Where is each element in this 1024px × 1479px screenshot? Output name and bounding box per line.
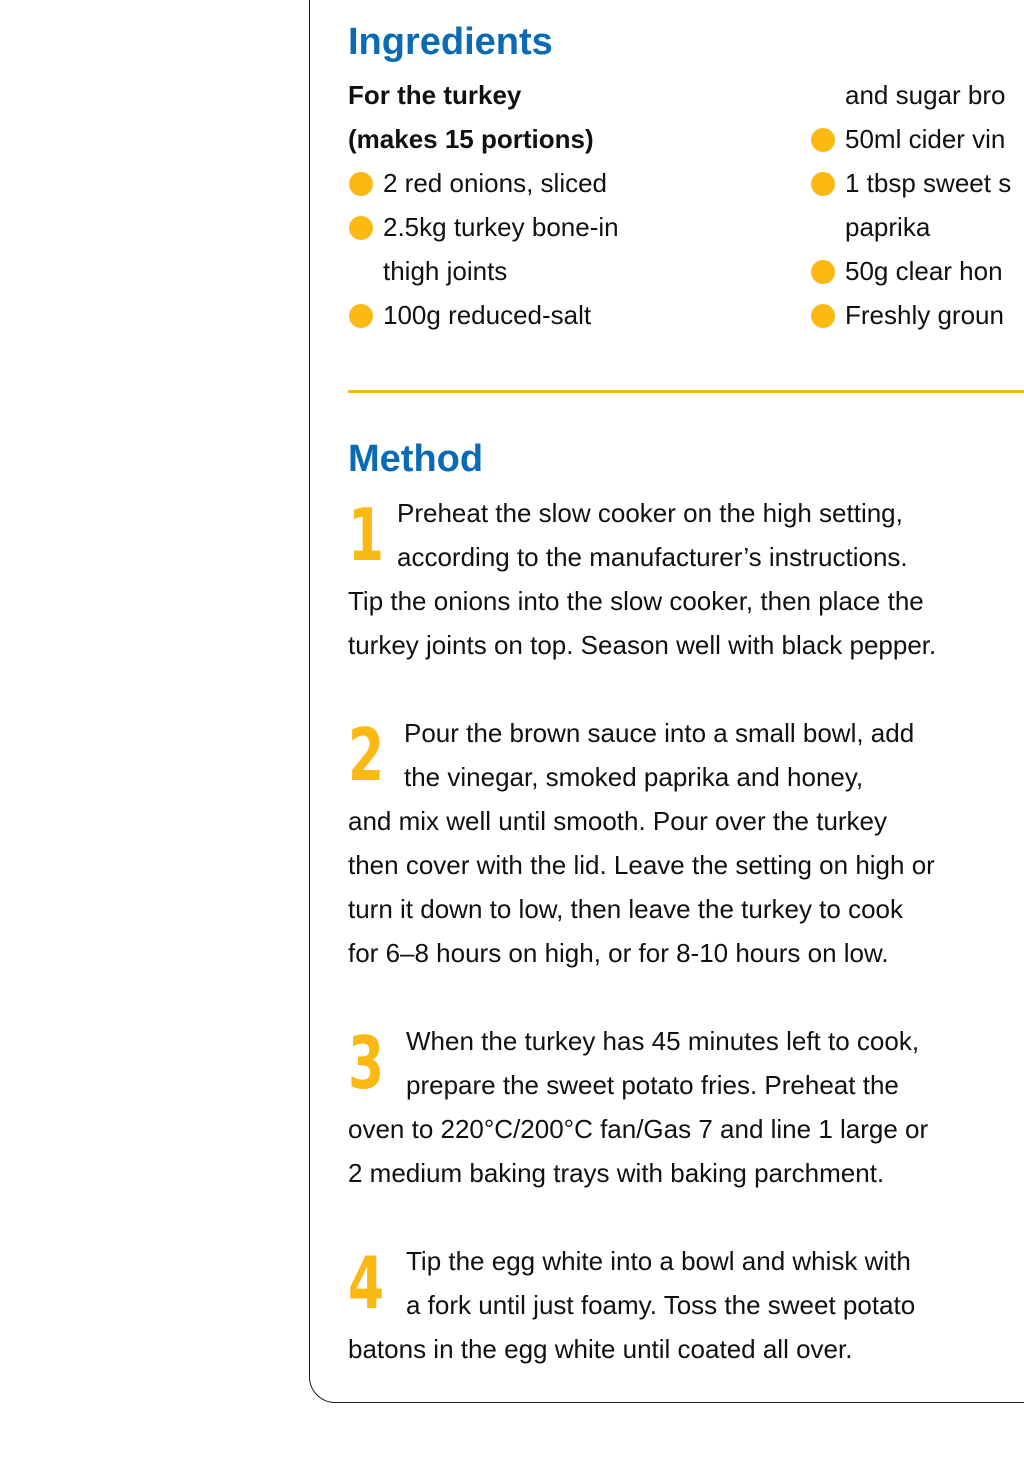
ingredients-portions: (makes 15 portions) bbox=[348, 124, 594, 154]
ingredient-item: Freshly groun bbox=[845, 300, 1004, 330]
step-text-line: oven to 220°C/200°C fan/Gas 7 and line 1 large or bbox=[348, 1114, 929, 1144]
step-text-line: the vinegar, smoked paprika and honey, bbox=[404, 762, 864, 792]
ingredient-item: 50g clear hon bbox=[845, 256, 1003, 286]
ingredient-item: 100g reduced-salt bbox=[383, 300, 592, 330]
step-text-line: When the turkey has 45 minutes left to cook, bbox=[406, 1026, 920, 1056]
step-text-line: for 6–8 hours on high, or for 8-10 hours on low. bbox=[348, 938, 889, 968]
step-text-line: according to the manufacturer’s instructions. bbox=[397, 542, 908, 572]
ingredient-item: 2 red onions, sliced bbox=[383, 168, 608, 198]
section-divider bbox=[348, 390, 1024, 393]
step-number: 1 bbox=[348, 493, 385, 577]
bullet-dot bbox=[349, 172, 373, 196]
bullet-dot bbox=[811, 304, 835, 328]
step-text-line: a fork until just foamy. Toss the sweet potato bbox=[406, 1290, 916, 1320]
step-text-line: Tip the egg white into a bowl and whisk with bbox=[406, 1246, 911, 1276]
ingredient-item-continued: and sugar bro bbox=[845, 80, 1006, 110]
step-text-line: and mix well until smooth. Pour over the turkey bbox=[348, 806, 888, 836]
bullet-dot bbox=[811, 128, 835, 152]
ingredient-item-continued: paprika bbox=[845, 212, 931, 242]
step-text-line: then cover with the lid. Leave the setting on high or bbox=[348, 850, 935, 880]
step-text-line: turn it down to low, then leave the turkey to cook bbox=[348, 894, 903, 924]
step-number: 4 bbox=[348, 1241, 385, 1325]
bullet-dot bbox=[349, 216, 373, 240]
step-text-line: Tip the onions into the slow cooker, then place the bbox=[348, 586, 924, 616]
ingredients-heading: Ingredients bbox=[348, 21, 553, 63]
step-text-line: Preheat the slow cooker on the high setting, bbox=[397, 498, 903, 528]
ingredient-item-continued: thigh joints bbox=[383, 256, 508, 286]
step-text-line: Pour the brown sauce into a small bowl, add bbox=[404, 718, 915, 748]
ingredient-item: 2.5kg turkey bone-in bbox=[383, 212, 619, 242]
ingredients-subheading: For the turkey bbox=[348, 80, 522, 110]
bullet-dot bbox=[811, 172, 835, 196]
ingredient-item: 1 tbsp sweet s bbox=[845, 168, 1012, 198]
step-number: 3 bbox=[348, 1021, 385, 1105]
step-text-line: prepare the sweet potato fries. Preheat the bbox=[406, 1070, 899, 1100]
method-heading: Method bbox=[348, 438, 484, 480]
step-text-line: batons in the egg white until coated all over. bbox=[348, 1334, 853, 1364]
step-text-line: turkey joints on top. Season well with black pepper. bbox=[348, 630, 937, 660]
step-number: 2 bbox=[348, 713, 385, 797]
ingredient-item: 50ml cider vin bbox=[845, 124, 1006, 154]
bullet-dot bbox=[349, 304, 373, 328]
bullet-dot bbox=[811, 260, 835, 284]
step-text-line: 2 medium baking trays with baking parchment. bbox=[348, 1158, 885, 1188]
